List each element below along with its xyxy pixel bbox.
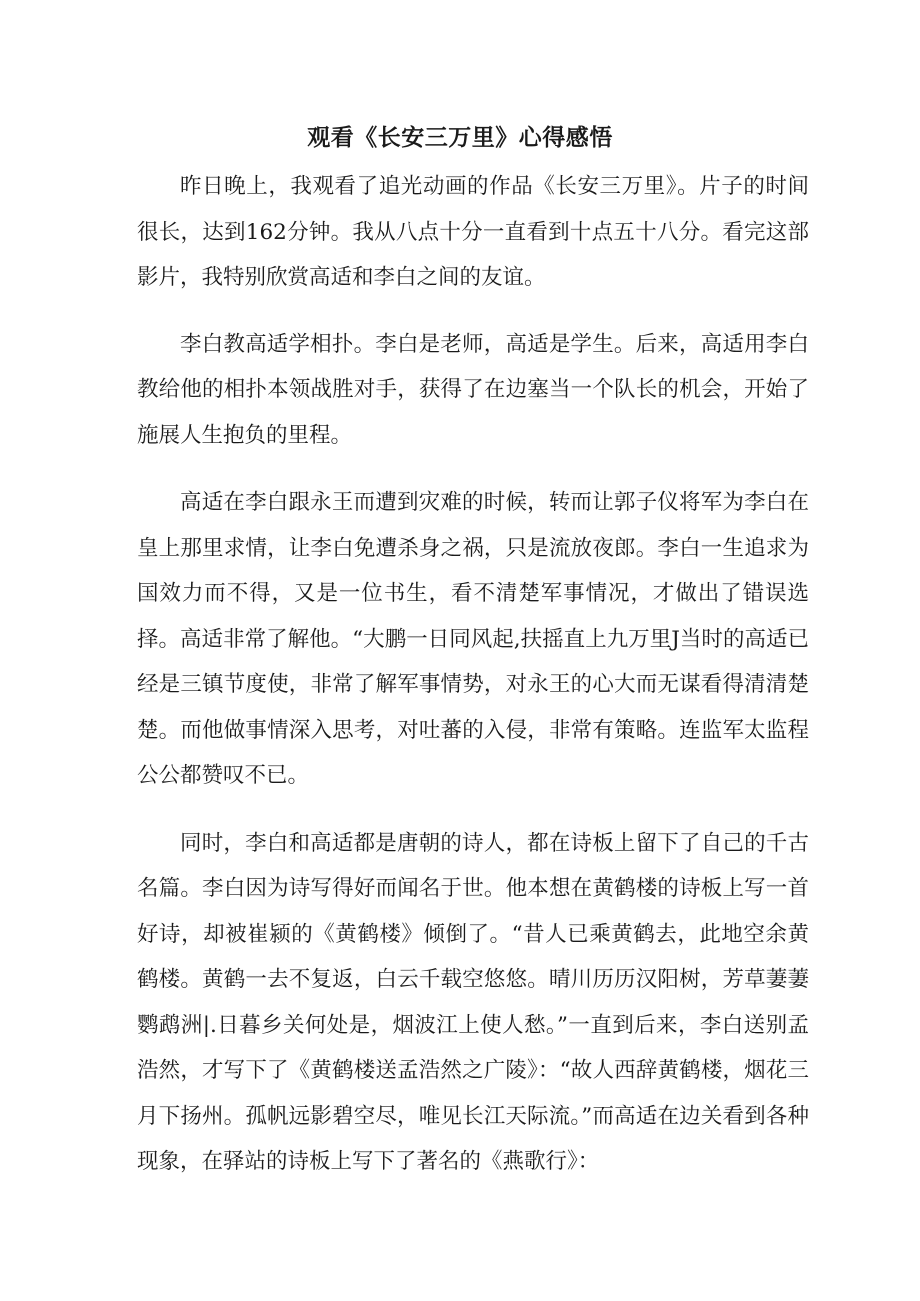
paragraph-1: 昨日晚上，我观看了追光动画的作品《长安三万里》。片子的时间很长，达到162分钟。我从八点十分一直看到十点五十八分。看完这部影片，我特别欣赏高适和李白之间的友谊。 [137,174,809,290]
document-title: 观看《长安三万里》心得感悟 [307,125,613,151]
paragraph-3: 高适在李白跟永王而遭到灾难的时候，转而让郭子仪将军为李白在皇上那里求情，让李白免遭杀身之祸，只是流放夜郎。李白一生追求为国效力而不得，又是一位书生，看不清楚军事情况，才做出了错误选择。高适非常了解他。“大鹏一日同风起,扶摇直上九万里J当时的高适已经是三镇节度使，非常了解军事情势，对永王的心大而无谋看得清清楚楚。而他做事情深入思考，对吐蕃的入侵，非常有策略。连监军太监程公公都赞叹不已。 [137,490,809,788]
document-body [137,164,809,1209]
paragraph-2: 李白教高适学相扑。李白是老师，高适是学生。后来，高适用李白教给他的相扑本领战胜对手，获得了在边塞当一个队长的机会，开始了施展人生抱负的里程。 [137,331,809,448]
paragraph-4: 同时，李白和高适都是唐朝的诗人，都在诗板上留下了自己的千古名篇。李白因为诗写得好而闻名于世。他本想在黄鹤楼的诗板上写一首好诗，却被崔颍的《黄鹤楼》倾倒了。“昔人已乘黄鹤去，此地空余黄鹤楼。黄鹤一去不复返，白云千载空悠悠。晴川历历汉阳树，芳草萋萋鹦鹉洲|.日暮乡关何处是，烟波江上使人愁。”一直到后来，李白送别孟浩然，才写下了《黄鹤楼送孟浩然之广陵》：“故人西辞黄鹤楼，烟花三月下扬州。孤帆远影碧空尽，唯见长江天际流。”而高适在边关看到各种现象，在驿站的诗板上写下了著名的《燕歌行》： [137,830,809,1174]
